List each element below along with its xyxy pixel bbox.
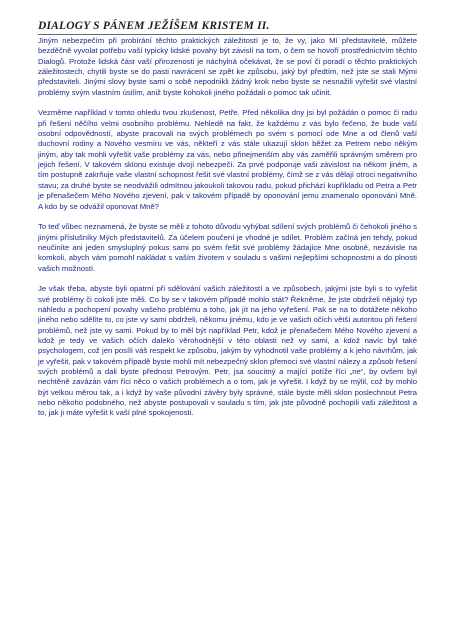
paragraph-3: To teď vůbec neznamená, že byste se měli z tohoto důvodu vyhýbat sdílení svých problémů či čehokoli jiného s jinými příslušníky Mých představitelů. Za účelem poučení je vhodné je sdílet. Problém začíná jen tehdy, pokud neučiníte ani jeden smysluplný pokus sami po svém řešit své problémy žádajíce Mne osobně, nezávisle na komkoli, abych vám pomohl nakládat s vaším životem v souladu s vašimi nejlepšími schopnostmi a do plnosti vašich možností.	[38, 222, 417, 273]
paragraph-4: Je však třeba, abyste byli opatrní při sdělování vašich záležitostí a ve způsobech, jakými jste byli s to vyřešit své problémy či cokoli jste měli. Co by se v takovém případě mohlo stát? Řekněme, že jste obdrželi nějaký typ náhledu a pochopení povahy vašeho problému a toho, jak jít na jeho vyřešení. Pak se na to dotážete někoho jiného nebo sdělíte to, co jste vy sami obdrželi, někomu jinému, kdo je ve vašich očích větší autoritou při řešení problémů, než jste vy sami. Pokud by to měl být například Petr, kdož je přenašečem Mého Nového zjevení a kdož je tedy ve vašich očích daleko věrohodnější v této oblasti než vy sami, a kdož navíc byl také psychologem, což jen posílí váš respekt ke způsobu, jakým by vyhodnotil vaše problémy a k jeho návrhům, jak je vyřešit, pak v takovém případě byste mohli mít nebezpečný sklon přemoci své vlastní nálezy a způsob řešení svých problémů a dali byste přednost Petrovým. Petr, jsa soucitný a mající potíže říci „ne“, by ovšem byl nechtěně zavázán vám říci něco o vašich problémech a o tom, jak je vyřešit. I když by se mýlil, což by mohlo být velkou měrou tak, a i když by vaše původní závěry byly správné, stále byste měli sklon poslechnout Petra nebo někoho podobného, než abyste postupovali v souladu s tím, jak jste původně pochopili vaši záležitost a to, jak ji máte vyřešit k vaší plné spokojenosti.	[38, 284, 418, 418]
paragraph-1: Jiným nebezpečím při probírání těchto praktických záležitostí je to, že vy, jako Mí představitelé, můžete bezděčně vyvolat potřebu vaší typicky lidské povahy být závislí na tom, o čem se hovoří prostřednictvím těchto Dialogů. Protože lidská část vaší přirozenosti je náchylná očekávat, že se poví či poradí o těchto praktických záležitostech, chytili byste se do pasti navrácení se zpět ke způsobu, jaký byl předtím, než jste se stali Mými představiteli. Jinými slovy byste sami o sobě nepodnikli žádný krok nebo byste se nesnažili vyřešit své vlastní problémy svým vlastním úsilím, aniž byste kohokoli jiného požádali o pomoc tak učinit.	[38, 36, 417, 97]
header-rule	[38, 34, 417, 35]
running-header: DIALOGY S PÁNEM JEŽÍŠEM KRISTEM II.	[38, 20, 270, 32]
body-text	[38, 36, 417, 419]
paragraph-2: Vezměme například v tomto ohledu tvou zkušenost, Petře. Před několika dny jsi byl požádán o pomoc či radu při řešení něčího velmi osobního problému. Nehledě na fakt, že každému z vás bylo řečeno, že bude vaší osobní odpovědností, abyste pracovali na svých problémech po svém s pomocí ode Mne a od členů vaší duchovní rodiny a Nového vesmíru ve vás, někteří z vás stále ukazují sklon běžet za Petrem nebo někým jiným, aby tak mohli vyřešit vaše problémy za vás, nebo přinejmenším aby vás zaměřili správným směrem pro jejich řešení. V takovém sklonu existuje dvojí nebezpečí. Za prvé podporuje vaši závislost na někom jiném, a tím postupně zakrňuje vaše vlastní schopnost řešit své vlastní problémy, čímž se z vás dělají otroci negativního stavu; za druhé byste se neodvážili odmítnou jakoukoli takovou radu, pokud přichází kupříkladu od Petra a Petr je přenašečem Mého Nového zjevení, pak v takovém případě by oponování jemu znamenalo oponování Mně. A kdo by se odvážil oponovat Mně?	[38, 108, 417, 211]
